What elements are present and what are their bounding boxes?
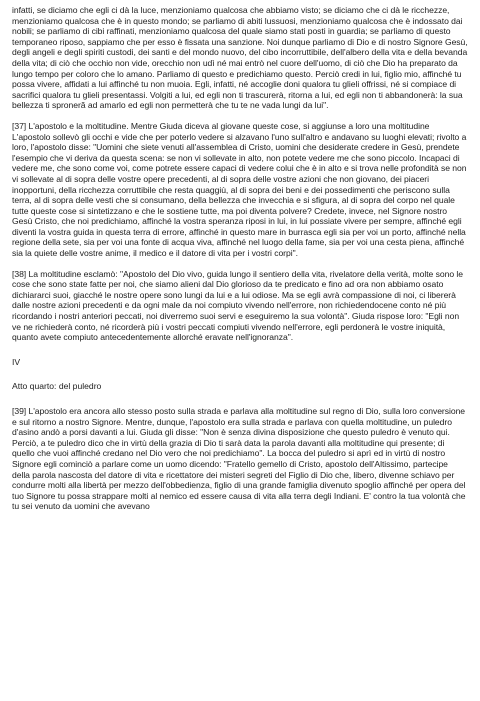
section-number: IV	[12, 356, 21, 367]
section-title: Atto quarto: del puledro	[12, 381, 102, 392]
paragraph-37: [37] L'apostolo e la moltitudine. Mentre Giuda diceva al giovane queste cose, si aggiunse a loro una moltitudine L'apostolo sollevò gli occhi e vide che per poterlo vedere si alzavano l'uno sull'altro e andavano su luoghi elevati; rivolto a loro, l'apostolo disse: "Uomini che siete venuti all'assemblea di Cristo, uomini che desiderate credere in Gesù, prendete l'esempio che vi deriva da questa scena: se non vi sollevate in alto, non potete vedere me che sono piccolo. Incapaci di vedere me, che sono come voi, come potrete essere capaci di vedere colui che è in alto e si trova nelle profondità se non vi sollevate al di sopra delle vostre opere precedenti, al di sopra delle vostre azioni che non giovano, dei piaceri inopportuni, della ricchezza corruttibile che resta quaggiù, al di sopra dei beni e dei possedimenti che periscono sulla terra, al di sopra delle vesti che si consumano, della bellezza che invecchia e si sfigura, al di sopra del corpo nel quale tutte queste cose si sintetizzano e che le sostiene tutte, ma poi diventa polvere? Credete, invece, nel Signore nostro Gesù Cristo, che noi predichiamo, affinché la vostra speranza riposi in lui, in lui possiate vivere per sempre, affinché egli diventi la vostra guida in questa terra di errore, affinché in questo mare in burrasca egli sia per voi un porto, affinché nella regione della sete, sia per voi una fonte di acqua viva, affinché nel luogo della fame, sia per voi una cesta piena, affinché sia la quiete delle vostre anime, il medico e il datore di vita per i vostri corpi".	[12, 120, 467, 259]
paragraph-39: [39] L'apostolo era ancora allo stesso posto sulla strada e parlava alla moltitudine sul regno di Dio, sulla loro conversione e sul ritorno a nostro Signore. Mentre, dunque, l'apostolo era sulla strada e parlava con quella moltitudine, un puledro d'asino andò a porsi davanti a lui. Giuda gli disse: "Non è senza divina disposizione che questo puledro è venuto qui. Perciò, a te puledro dico che in virtù della grazia di Dio ti sarà data la parola davanti alla moltitudine qui presente; di quello che vuoi affinché credano nel Dio vero che noi predichiamo". La bocca del puledro si aprì ed in virtù di nostro Signore egli cominciò a parlare come un uomo dicendo: "Fratello gemello di Cristo, apostolo dell'Altissimo, partecipe della parola nascosta del datore di vita e ricettatore dei misteri segreti del Figlio di Dio che, libero, divenne schiavo per condurre molti alla libertà per mezzo dell'obbedienza, figlio di una grande famiglia divenuto spoglio affinché per opera del tuo Signore tu possa strappare molti al nemico ed essere causa di vita alla terra degli Indiani. E' contro la tua volontà che tu sei venuto da uomini che avevano	[12, 406, 466, 512]
paragraph-38: [38] La moltitudine esclamò: "Apostolo del Dio vivo, guida lungo il sentiero della vita, rivelatore della verità, molte sono le cose che sono state fatte per noi, che siamo alieni dal Dio glorioso da te predicato e fino ad ora non abbiamo osato dichiararci suoi, giacché le nostre opere sono lungi da lui e a lui odiose. Ma se egli avrà compassione di noi, ci libererà dalle nostre azioni precedenti e da ogni male da noi compiuto vivendo nell'errore, non richiedendocene conto né più ricordando i nostri anteriori peccati, noi diverremo suoi servi e eseguiremo la sua volontà". Giuda rispose loro: "Egli non ve ne richiederà conto, né ricorderà più i vostri peccati compiuti vivendo nell'errore, egli perdonerà le vostre iniquità, quanto avete compiuto antecedentemente allorché eravate nell'ignoranza".	[12, 268, 463, 343]
paragraph-continuation: infatti, se diciamo che egli ci dà la luce, menzioniamo qualcosa che abbiamo visto; se diciamo che ci dà le ricchezze, menzioniamo qualcosa che è in questo mondo; se parliamo di abiti lussuosi, menzioniamo qualcosa che è indossato dai nobili; se parliamo di cibi raffinati, menzioniamo qualcosa del quale siamo stati posti in guardia; se parliamo di questo temporaneo riposo, sappiamo che per esso è fissata una sanzione. Noi dunque parliamo di Dio e di nostro Signore Gesù, degli angeli e degli spiriti custodi, dei santi e del mondo nuovo, del cibo incorruttibile, dell'albero della vita e della bevanda della vita; di ciò che occhio non vide, orecchio non udì né mai entrò nel cuore dell'uomo, di ciò che Dio ha preparato da lungo tempo per coloro che lo amano. Parliamo di questo e predichiamo questo. Perciò credi in lui, figlio mio, affinché tu possa vivere, affidati a lui affinché tu non muoia. Egli, infatti, né accoglie doni qualora tu glieli offrissi, né si compiace di sacrifici qualora tu glieli presentassi. Volgiti a lui, ed egli non ti trascurerà, ritorna a lui, ed egli non ti abbandonerà: la sua bellezza ti sproneră ad amarlo ed egli non permetterà che tu te ne vada lungi da lui".	[12, 5, 468, 111]
